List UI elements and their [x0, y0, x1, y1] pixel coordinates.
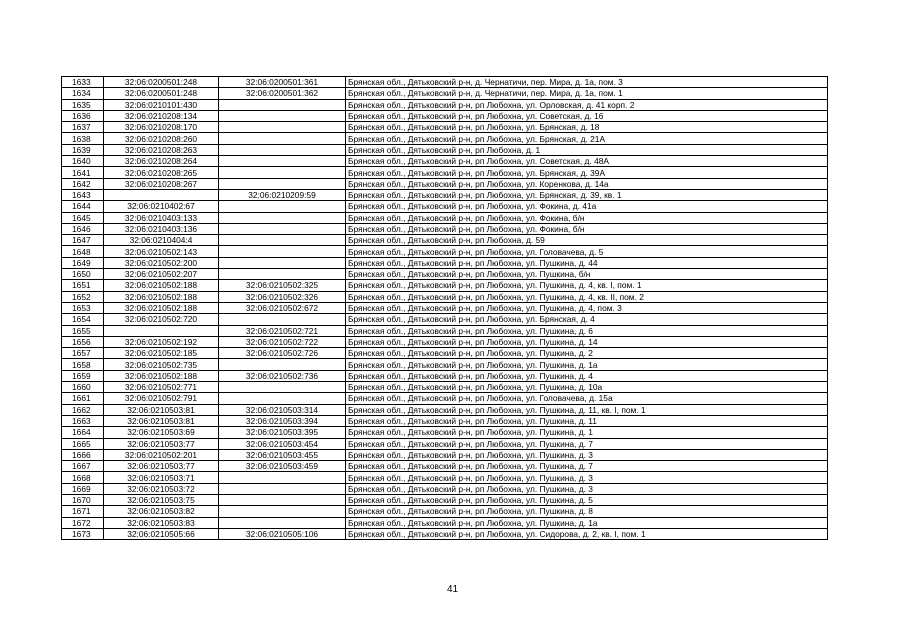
row-number-cell: 1659 [62, 370, 104, 381]
room-cadastral-number-cell [219, 494, 346, 505]
cadastral-number-cell [104, 189, 219, 200]
property-table [61, 76, 828, 540]
row-number-cell: 1655 [62, 325, 104, 336]
address-cell: Брянская обл., Дятьковский р-н, рп Любохна, ул. Пушкина, д. 4, пом. 3 [346, 302, 828, 313]
cadastral-number-cell: 32:06:0210503:75 [104, 494, 219, 505]
table-row [62, 314, 828, 325]
table-row [62, 336, 828, 347]
room-cadastral-number-cell: 32:06:0210502:325 [219, 280, 346, 291]
address-cell: Брянская обл., Дятьковский р-н, рп Любохна, ул. Орловская, д. 41 корп. 2 [346, 99, 828, 110]
cadastral-number-cell: 32:06:0210502:201 [104, 449, 219, 460]
cadastral-number-cell: 32:06:0210208:264 [104, 156, 219, 167]
room-cadastral-number-cell [219, 156, 346, 167]
table-row [62, 472, 828, 483]
table-row [62, 370, 828, 381]
cadastral-number-cell: 32:06:0210502:791 [104, 393, 219, 404]
table-row [62, 325, 828, 336]
cadastral-number-cell [104, 325, 219, 336]
row-number-cell: 1668 [62, 472, 104, 483]
address-cell: Брянская обл., Дятьковский р-н, рп Любохна, ул. Фокина, б/н [346, 223, 828, 234]
address-cell: Брянская обл., Дятьковский р-н, рп Любохна, д. 1 [346, 144, 828, 155]
row-number-cell: 1639 [62, 144, 104, 155]
row-number-cell: 1640 [62, 156, 104, 167]
cadastral-number-cell: 32:06:0210502:720 [104, 314, 219, 325]
room-cadastral-number-cell [219, 223, 346, 234]
cadastral-number-cell: 32:06:0210503:77 [104, 461, 219, 472]
room-cadastral-number-cell: 32:06:0210503:395 [219, 427, 346, 438]
address-cell: Брянская обл., Дятьковский р-н, рп Любохна, ул. Брянская, д. 39, кв. 1 [346, 189, 828, 200]
room-cadastral-number-cell [219, 257, 346, 268]
room-cadastral-number-cell: 32:06:0210503:454 [219, 438, 346, 449]
row-number-cell: 1637 [62, 122, 104, 133]
address-cell: Брянская обл., Дятьковский р-н, д. Чернатичи, пер. Мира, д. 1а, пом. 1 [346, 88, 828, 99]
address-cell: Брянская обл., Дятьковский р-н, рп Любохна, ул. Пушкина, д. 11, кв. I, пом. 1 [346, 404, 828, 415]
address-cell: Брянская обл., Дятьковский р-н, рп Любохна, ул. Пушкина, д. 44 [346, 257, 828, 268]
table-row [62, 449, 828, 460]
cadastral-number-cell: 32:06:0210502:188 [104, 370, 219, 381]
room-cadastral-number-cell: 32:06:0210503:394 [219, 415, 346, 426]
row-number-cell: 1666 [62, 449, 104, 460]
room-cadastral-number-cell [219, 122, 346, 133]
address-cell: Брянская обл., Дятьковский р-н, рп Любохна, ул. Пушкина, д. 3 [346, 472, 828, 483]
room-cadastral-number-cell [219, 235, 346, 246]
cadastral-number-cell: 32:06:0210208:170 [104, 122, 219, 133]
cadastral-number-cell: 32:06:0210502:188 [104, 280, 219, 291]
cadastral-number-cell: 32:06:0210502:207 [104, 269, 219, 280]
table-row [62, 438, 828, 449]
table-row [62, 348, 828, 359]
row-number-cell: 1672 [62, 517, 104, 528]
table-row [62, 99, 828, 110]
row-number-cell: 1642 [62, 178, 104, 189]
table-row [62, 382, 828, 393]
page-number: 41 [446, 584, 459, 595]
row-number-cell: 1636 [62, 110, 104, 121]
row-number-cell: 1667 [62, 461, 104, 472]
cadastral-number-cell: 32:06:0210402:67 [104, 201, 219, 212]
row-number-cell: 1643 [62, 189, 104, 200]
address-cell: Брянская обл., Дятьковский р-н, рп Любохна, ул. Пушкина, д. 8 [346, 506, 828, 517]
cadastral-number-cell: 32:06:0210503:71 [104, 472, 219, 483]
room-cadastral-number-cell: 32:06:0210502:721 [219, 325, 346, 336]
table-row [62, 133, 828, 144]
row-number-cell: 1648 [62, 246, 104, 257]
row-number-cell: 1673 [62, 528, 104, 539]
room-cadastral-number-cell [219, 133, 346, 144]
room-cadastral-number-cell: 32:06:0210503:314 [219, 404, 346, 415]
room-cadastral-number-cell [219, 393, 346, 404]
address-cell: Брянская обл., Дятьковский р-н, рп Любохна, ул. Пушкина, д. 14 [346, 336, 828, 347]
room-cadastral-number-cell: 32:06:0210502:672 [219, 302, 346, 313]
row-number-cell: 1650 [62, 269, 104, 280]
row-number-cell: 1635 [62, 99, 104, 110]
address-cell: Брянская обл., Дятьковский р-н, д. Чернатичи, пер. Мира, д. 1а, пом. 3 [346, 77, 828, 88]
table-row [62, 178, 828, 189]
cadastral-number-cell: 32:06:0210503:81 [104, 415, 219, 426]
address-cell: Брянская обл., Дятьковский р-н, рп Любохна, ул. Пушкина, д. 3 [346, 449, 828, 460]
address-cell: Брянская обл., Дятьковский р-н, рп Любохна, ул. Пушкина, д. 2 [346, 348, 828, 359]
table-row [62, 144, 828, 155]
room-cadastral-number-cell [219, 472, 346, 483]
row-number-cell: 1652 [62, 291, 104, 302]
row-number-cell: 1651 [62, 280, 104, 291]
cadastral-number-cell: 32:06:0210502:143 [104, 246, 219, 257]
cadastral-number-cell: 32:06:0210404:4 [104, 235, 219, 246]
row-number-cell: 1664 [62, 427, 104, 438]
room-cadastral-number-cell [219, 144, 346, 155]
table-row [62, 494, 828, 505]
room-cadastral-number-cell: 32:06:0200501:362 [219, 88, 346, 99]
row-number-cell: 1644 [62, 201, 104, 212]
room-cadastral-number-cell: 32:06:0210502:736 [219, 370, 346, 381]
table-row [62, 223, 828, 234]
cadastral-number-cell: 32:06:0210101:430 [104, 99, 219, 110]
table-row [62, 506, 828, 517]
address-cell: Брянская обл., Дятьковский р-н, рп Любохна, ул. Пушкина, д. 1а [346, 359, 828, 370]
table-row [62, 189, 828, 200]
address-cell: Брянская обл., Дятьковский р-н, рп Любохна, ул. Советская, д. 48А [346, 156, 828, 167]
address-cell: Брянская обл., Дятьковский р-н, рп Любохна, ул. Пушкина, д. 5 [346, 494, 828, 505]
address-cell: Брянская обл., Дятьковский р-н, рп Любохна, ул. Пушкина, д. 4, кв. II, пом. 2 [346, 291, 828, 302]
address-cell: Брянская обл., Дятьковский р-н, рп Любохна, ул. Головачева, д. 5 [346, 246, 828, 257]
room-cadastral-number-cell [219, 167, 346, 178]
cadastral-number-cell: 32:06:0210502:200 [104, 257, 219, 268]
table-row [62, 404, 828, 415]
room-cadastral-number-cell [219, 483, 346, 494]
address-cell: Брянская обл., Дятьковский р-н, рп Любохна, ул. Сидорова, д. 2, кв. I, пом. 1 [346, 528, 828, 539]
room-cadastral-number-cell [219, 382, 346, 393]
table-row [62, 291, 828, 302]
table-row [62, 483, 828, 494]
address-cell: Брянская обл., Дятьковский р-н, рп Любохна, ул. Пушкина, д. 7 [346, 438, 828, 449]
room-cadastral-number-cell [219, 517, 346, 528]
address-cell: Брянская обл., Дятьковский р-н, рп Любохна, ул. Пушкина, д. 11 [346, 415, 828, 426]
row-number-cell: 1660 [62, 382, 104, 393]
room-cadastral-number-cell [219, 201, 346, 212]
table-row [62, 167, 828, 178]
room-cadastral-number-cell: 32:06:0210209:59 [219, 189, 346, 200]
table-row [62, 246, 828, 257]
table-row [62, 280, 828, 291]
table-row [62, 235, 828, 246]
room-cadastral-number-cell: 32:06:0210502:326 [219, 291, 346, 302]
cadastral-number-cell: 32:06:0210503:77 [104, 438, 219, 449]
row-number-cell: 1658 [62, 359, 104, 370]
cadastral-number-cell: 32:06:0210503:81 [104, 404, 219, 415]
cadastral-number-cell: 32:06:0210502:185 [104, 348, 219, 359]
address-cell: Брянская обл., Дятьковский р-н, рп Любохна, ул. Пушкина, б/н [346, 269, 828, 280]
room-cadastral-number-cell: 32:06:0210505:106 [219, 528, 346, 539]
table-body [62, 77, 828, 540]
cadastral-number-cell: 32:06:0210503:69 [104, 427, 219, 438]
cadastral-number-cell: 32:06:0210502:735 [104, 359, 219, 370]
cadastral-number-cell: 32:06:0210403:136 [104, 223, 219, 234]
table-row [62, 269, 828, 280]
address-cell: Брянская обл., Дятьковский р-н, рп Любохна, ул. Пушкина, д. 1 [346, 427, 828, 438]
cadastral-number-cell: 32:06:0210403:133 [104, 212, 219, 223]
row-number-cell: 1657 [62, 348, 104, 359]
room-cadastral-number-cell: 32:06:0200501:361 [219, 77, 346, 88]
row-number-cell: 1669 [62, 483, 104, 494]
row-number-cell: 1638 [62, 133, 104, 144]
address-cell: Брянская обл., Дятьковский р-н, рп Любохна, ул. Брянская, д. 4 [346, 314, 828, 325]
row-number-cell: 1646 [62, 223, 104, 234]
row-number-cell: 1671 [62, 506, 104, 517]
room-cadastral-number-cell [219, 212, 346, 223]
table-row [62, 110, 828, 121]
address-cell: Брянская обл., Дятьковский р-н, рп Любохна, ул. Советская, д. 16 [346, 110, 828, 121]
cadastral-number-cell: 32:06:0210502:188 [104, 302, 219, 313]
row-number-cell: 1661 [62, 393, 104, 404]
room-cadastral-number-cell [219, 269, 346, 280]
address-cell: Брянская обл., Дятьковский р-н, рп Любохна, ул. Фокина, б/н [346, 212, 828, 223]
cadastral-number-cell: 32:06:0200501:248 [104, 88, 219, 99]
room-cadastral-number-cell [219, 359, 346, 370]
address-cell: Брянская обл., Дятьковский р-н, рп Любохна, ул. Коренкова, д. 14а [346, 178, 828, 189]
table-row [62, 212, 828, 223]
address-cell: Брянская обл., Дятьковский р-н, рп Любохна, ул. Пушкина, д. 7 [346, 461, 828, 472]
table-row [62, 393, 828, 404]
address-cell: Брянская обл., Дятьковский р-н, рп Любохна, ул. Брянская, д. 21А [346, 133, 828, 144]
cadastral-number-cell: 32:06:0210208:134 [104, 110, 219, 121]
cadastral-number-cell: 32:06:0210505:66 [104, 528, 219, 539]
address-cell: Брянская обл., Дятьковский р-н, рп Любохна, ул. Пушкина, д. 1а [346, 517, 828, 528]
room-cadastral-number-cell [219, 110, 346, 121]
cadastral-number-cell: 32:06:0210503:83 [104, 517, 219, 528]
table-row [62, 427, 828, 438]
room-cadastral-number-cell: 32:06:0210502:726 [219, 348, 346, 359]
room-cadastral-number-cell [219, 314, 346, 325]
address-cell: Брянская обл., Дятьковский р-н, рп Любохна, ул. Пушкина, д. 4 [346, 370, 828, 381]
room-cadastral-number-cell: 32:06:0210503:459 [219, 461, 346, 472]
address-cell: Брянская обл., Дятьковский р-н, рп Любохна, ул. Головачева, д. 15а [346, 393, 828, 404]
room-cadastral-number-cell [219, 246, 346, 257]
row-number-cell: 1670 [62, 494, 104, 505]
row-number-cell: 1653 [62, 302, 104, 313]
address-cell: Брянская обл., Дятьковский р-н, рп Любохна, ул. Брянская, д. 39А [346, 167, 828, 178]
cadastral-number-cell: 32:06:0210503:82 [104, 506, 219, 517]
row-number-cell: 1663 [62, 415, 104, 426]
cadastral-number-cell: 32:06:0210208:267 [104, 178, 219, 189]
address-cell: Брянская обл., Дятьковский р-н, рп Любохна, ул. Пушкина, д. 4, кв. I, пом. 1 [346, 280, 828, 291]
table-row [62, 88, 828, 99]
address-cell: Брянская обл., Дятьковский р-н, рп Любохна, ул. Пушкина, д. 6 [346, 325, 828, 336]
row-number-cell: 1634 [62, 88, 104, 99]
table-row [62, 122, 828, 133]
table-row [62, 257, 828, 268]
table-row [62, 461, 828, 472]
room-cadastral-number-cell [219, 178, 346, 189]
address-cell: Брянская обл., Дятьковский р-н, рп Любохна, ул. Пушкина, д. 10а [346, 382, 828, 393]
address-cell: Брянская обл., Дятьковский р-н, рп Любохна, ул. Фокина, д. 41а [346, 201, 828, 212]
address-cell: Брянская обл., Дятьковский р-н, рп Любохна, ул. Брянская, д. 18 [346, 122, 828, 133]
cadastral-number-cell: 32:06:0210503:72 [104, 483, 219, 494]
row-number-cell: 1665 [62, 438, 104, 449]
row-number-cell: 1649 [62, 257, 104, 268]
row-number-cell: 1654 [62, 314, 104, 325]
cadastral-number-cell: 32:06:0210502:188 [104, 291, 219, 302]
row-number-cell: 1662 [62, 404, 104, 415]
address-cell: Брянская обл., Дятьковский р-н, рп Любохна, ул. Пушкина, д. 3 [346, 483, 828, 494]
row-number-cell: 1647 [62, 235, 104, 246]
address-cell: Брянская обл., Дятьковский р-н, рп Любохна, д. 59 [346, 235, 828, 246]
table-row [62, 415, 828, 426]
room-cadastral-number-cell [219, 99, 346, 110]
room-cadastral-number-cell: 32:06:0210503:455 [219, 449, 346, 460]
row-number-cell: 1641 [62, 167, 104, 178]
table-row [62, 156, 828, 167]
cadastral-number-cell: 32:06:0210208:265 [104, 167, 219, 178]
room-cadastral-number-cell [219, 506, 346, 517]
row-number-cell: 1645 [62, 212, 104, 223]
cadastral-number-cell: 32:06:0200501:248 [104, 77, 219, 88]
table-row [62, 359, 828, 370]
table-row [62, 77, 828, 88]
table-row [62, 517, 828, 528]
cadastral-number-cell: 32:06:0210502:771 [104, 382, 219, 393]
table-row [62, 302, 828, 313]
table-row [62, 201, 828, 212]
cadastral-number-cell: 32:06:0210208:263 [104, 144, 219, 155]
row-number-cell: 1656 [62, 336, 104, 347]
row-number-cell: 1633 [62, 77, 104, 88]
cadastral-number-cell: 32:06:0210502:192 [104, 336, 219, 347]
room-cadastral-number-cell: 32:06:0210502:722 [219, 336, 346, 347]
cadastral-number-cell: 32:06:0210208:260 [104, 133, 219, 144]
table-row [62, 528, 828, 539]
